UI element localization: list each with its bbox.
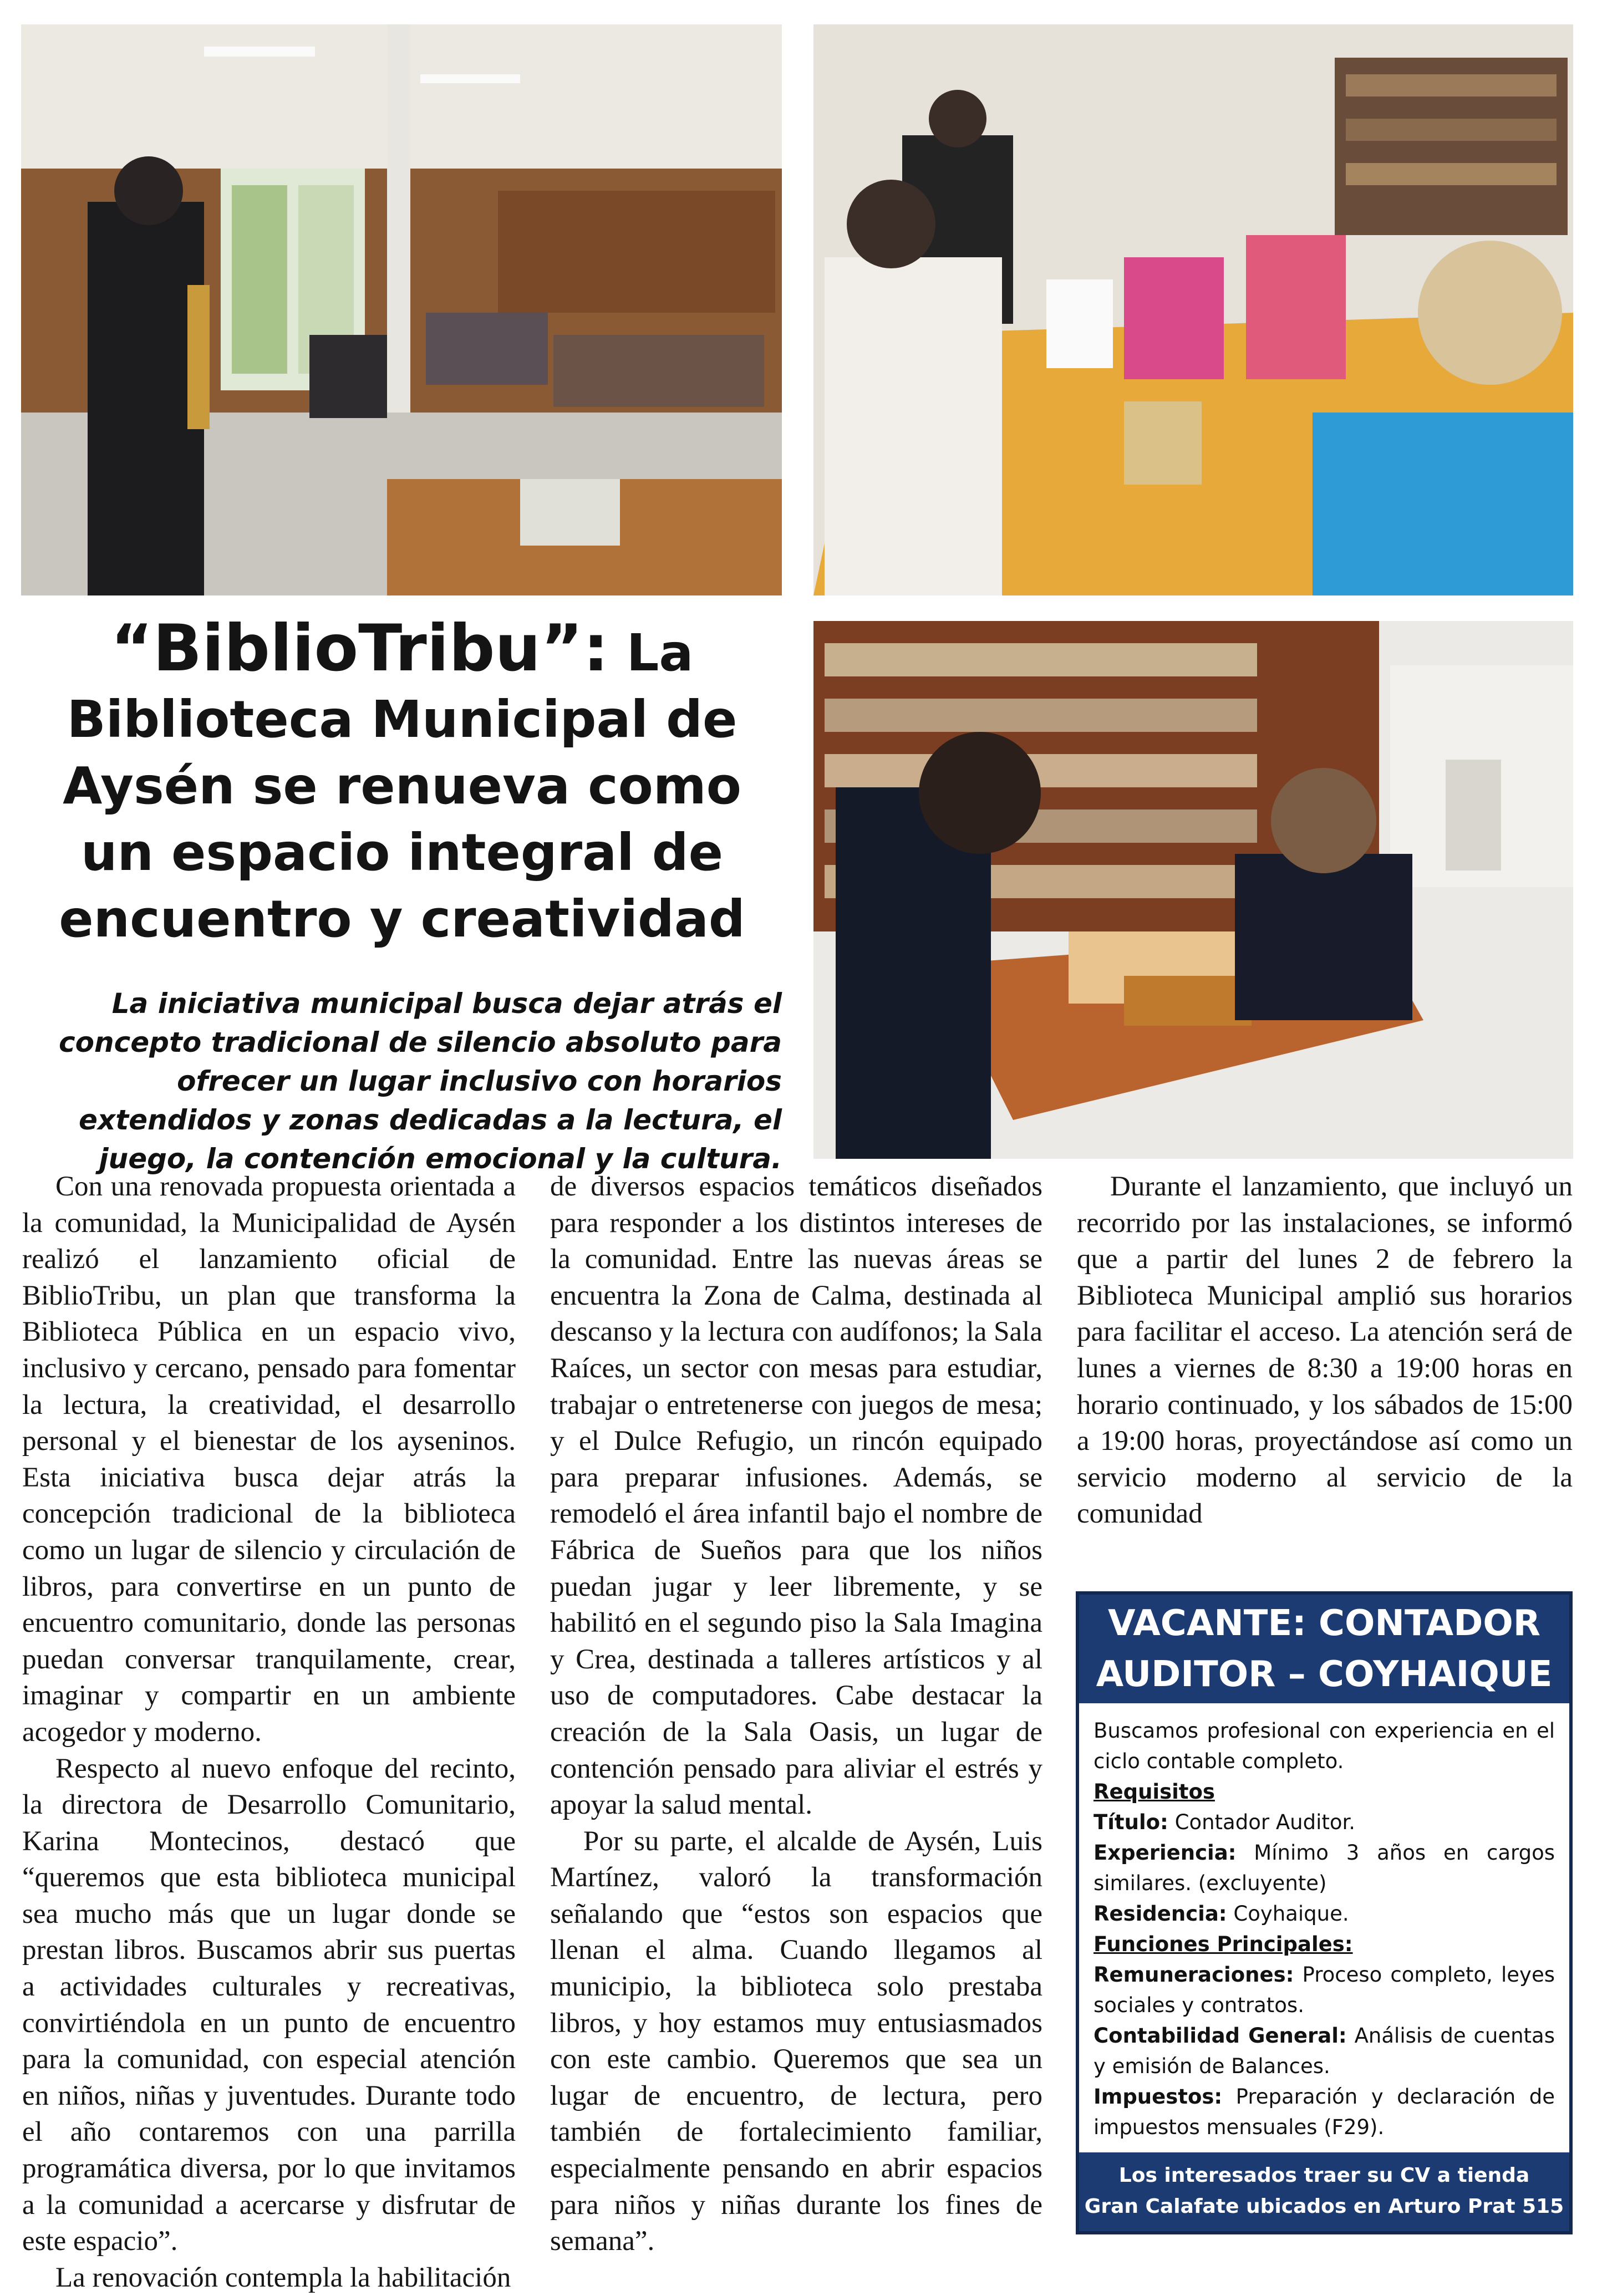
body-paragraph: Durante el lanzamiento, que incluyó un recorrido por las instalaciones, se informó que a partir del lunes 2 de febrero la Biblioteca Municipal amplió sus horarios para facilitar el acceso. La atención será de lunes a viernes de 8:30 a 19:00 horas en horario continuado, y los sábados de 15:00 a 19:00 horas, proyectándose así como un servicio moderno al servicio de la comunidad	[1077, 1171, 1573, 1530]
body-column-1	[22, 1169, 516, 2296]
job-ad-footer	[1079, 2152, 1569, 2231]
impuestos-value: Preparación y declaración de impuestos mensuales (F29).	[1094, 2085, 1555, 2139]
remuneraciones-value: Proceso completo, leyes sociales y contratos.	[1094, 1963, 1555, 2017]
body-paragraph: de diversos espacios temáticos diseñados para responder a los distintos intereses de la comunidad. Entre las nuevas áreas se encuentra la Zona de Calma, destinada al descanso y la lectura con audífonos; la Sala Raíces, un sector con mesas para estudiar, trabajar o entretenerse con juegos de mesa; y el Dulce Refugio, un rincón equipado para preparar infusiones. Además, se remodeló el área infantil bajo el nombre de Fábrica de Sueños para que los niños puedan jugar y leer libremente, y se habilitó en el segundo piso la Sala Imagina y Crea, destinada a talleres artísticos y al uso de computadores. Cabe destacar la creación de la Sala Oasis, un lugar de contención pensado para aliviar el estrés y apoyar la salud mental.	[550, 1171, 1042, 1821]
titulo-value: Contador Auditor.	[1168, 1810, 1356, 1834]
impuestos-label: Impuestos:	[1094, 2085, 1223, 2109]
job-ad-footer-line1: Los interesados traer su CV a tienda	[1118, 2164, 1530, 2187]
contabilidad-value: Análisis de cuentas y emisión de Balances.	[1094, 2024, 1555, 2078]
impuestos-line	[1094, 2081, 1555, 2142]
funciones-heading: Funciones Principales:	[1094, 1932, 1353, 1956]
job-ad-intro: Buscamos profesional con experiencia en el ciclo contable completo.	[1094, 1719, 1555, 1773]
remuneraciones-line	[1094, 1959, 1555, 2020]
photo-children-craft-table	[813, 24, 1573, 595]
job-ad-title: VACANTE: CONTADOR AUDITOR – COYHAIQUE	[1079, 1595, 1569, 1703]
standfirst: La iniciativa municipal busca dejar atrás el concepto tradicional de silencio absoluto para ofrecer un lugar inclusivo con horarios extendidos y zonas dedicadas a la lectura, el juego, la contención emocional y la cultura.	[59, 987, 782, 1175]
titulo-line	[1094, 1807, 1555, 1837]
photo-chess-players	[813, 621, 1573, 1159]
body-column-2	[550, 1169, 1042, 2260]
headline-rest: La Biblioteca Municipal de Aysén se renueva como un espacio integral de encuentro y creatividad	[59, 623, 745, 949]
body-column-3	[1077, 1169, 1573, 1533]
requisitos-heading: Requisitos	[1094, 1780, 1215, 1804]
body-paragraph: Con una renovada propuesta orientada a la comunidad, la Municipalidad de Aysén realizó el lanzamiento oficial de BiblioTribu, un plan que transforma la Biblioteca Pública en un espacio vivo, inclusivo y cercano, pensado para fomentar la lectura, la creatividad, el desarrollo personal y el bienestar de los ayseninos. Esta iniciativa busca dejar atrás la concepción tradicional de la biblioteca como un lugar de silencio y circulación de libros, para convertirse en un punto de encuentro comunitario, donde las personas puedan conversar tranquilamente, crear, imaginar y compartir en un ambiente acogedor y moderno.	[22, 1171, 516, 1748]
body-paragraph: Por su parte, el alcalde de Aysén, Luis Martínez, valoró la transformación señalando que “estos son espacios que llenan el alma. Cuando llegamos al municipio, la biblioteca solo prestaba libros, y hoy estamos muy entusiasmados con este cambio. Queremos que sea un lugar de encuentro, de lectura, pero también de fortalecimiento familiar, especialmente pensando en abrir espacios para niños y niñas durante los fines de semana”.	[550, 1825, 1042, 2257]
contabilidad-label: Contabilidad General:	[1094, 2024, 1347, 2048]
experiencia-label: Experiencia:	[1094, 1841, 1237, 1865]
experiencia-line	[1094, 1837, 1555, 1898]
residencia-line	[1094, 1898, 1555, 1929]
headline	[22, 611, 782, 953]
experiencia-value: Mínimo 3 años en cargos similares. (excluyente)	[1094, 1841, 1555, 1895]
photo-saxophonist-library	[21, 24, 782, 595]
contabilidad-line	[1094, 2020, 1555, 2081]
remuneraciones-label: Remuneraciones:	[1094, 1963, 1294, 1987]
body-paragraph: Respecto al nuevo enfoque del recinto, la directora de Desarrollo Comunitario, Karina Montecinos, destacó que “queremos que esta biblioteca municipal sea mucho más que un lugar donde se prestan libros. Buscamos abrir sus puertas a actividades culturales y recreativas, convirtiéndola en un punto de encuentro para la comunidad, con especial atención en niños, niñas y juventudes. Durante todo el año contaremos con una parrilla programática diversa, por lo que invitamos a la comunidad a acercarse y disfrutar de este espacio”.	[22, 1753, 516, 2257]
job-ad-body	[1079, 1703, 1569, 2142]
residencia-value: Coyhaique.	[1227, 1902, 1349, 1926]
body-paragraph: La renovación contempla la habilitación	[55, 2262, 511, 2293]
residencia-label: Residencia:	[1094, 1902, 1227, 1926]
headline-quoted: “BiblioTribu”:	[110, 611, 609, 686]
titulo-label: Título:	[1094, 1810, 1168, 1834]
job-ad-footer-line2: Gran Calafate ubicados en Arturo Prat 515	[1084, 2195, 1564, 2218]
job-ad-box	[1076, 1591, 1573, 2234]
